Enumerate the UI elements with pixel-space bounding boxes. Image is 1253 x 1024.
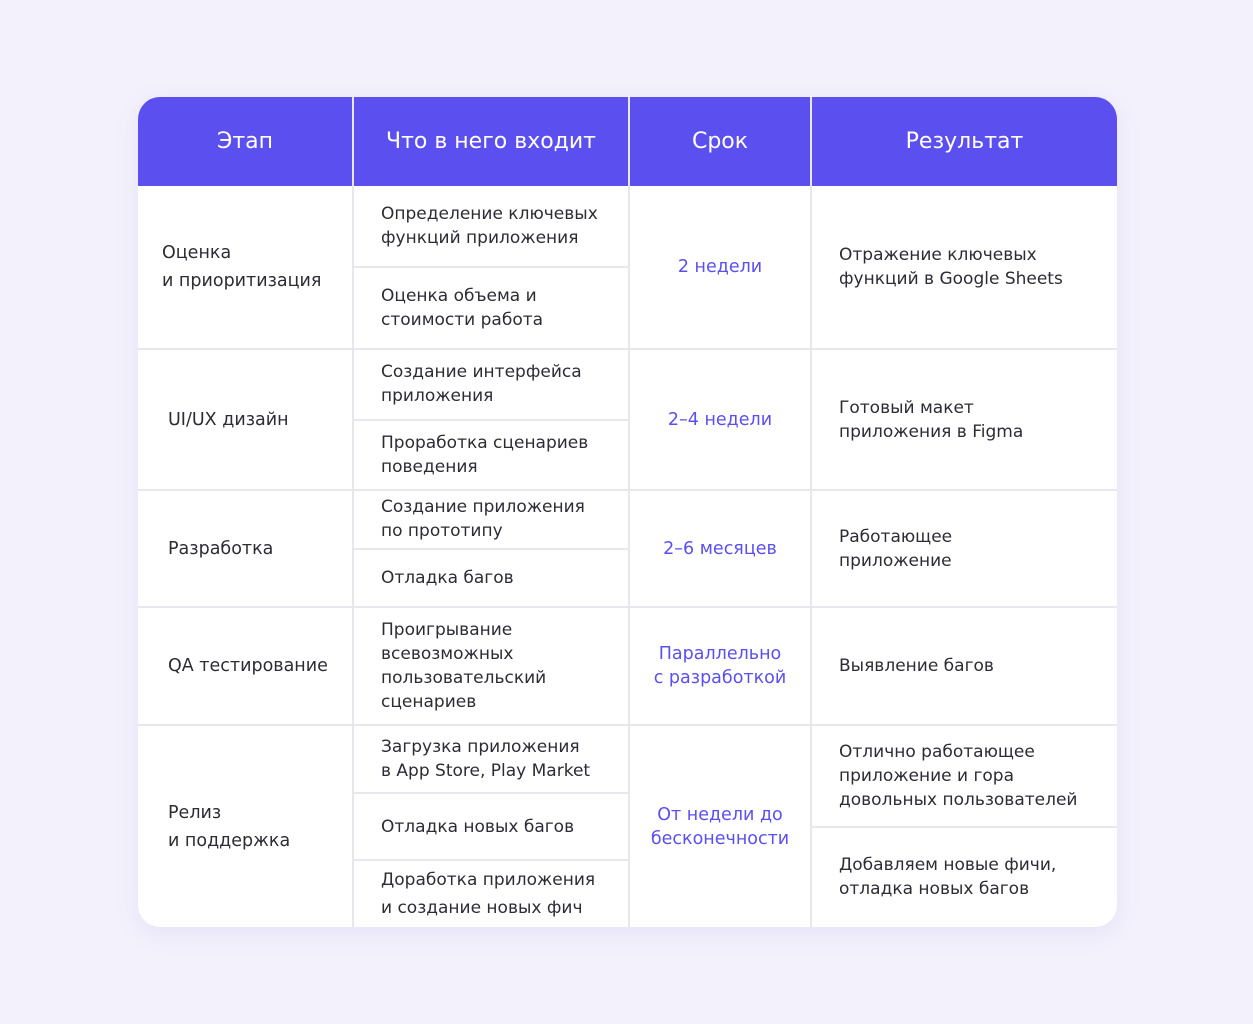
term-cell: От недели до бесконечности: [630, 726, 812, 927]
content-cell: [354, 491, 630, 608]
term-cell: 2–4 недели: [630, 350, 812, 491]
stage-cell: Релиз и поддержка: [138, 726, 354, 927]
content-item: Определение ключевых функций приложения: [354, 186, 628, 268]
content-cell: [354, 350, 630, 491]
result-item: Добавляем новые фичи, отладка новых багов: [839, 855, 1057, 900]
header-stage: Этап: [138, 97, 354, 186]
content-cell: [354, 186, 630, 350]
result-cell: [812, 726, 1117, 927]
content-item: Создание приложения по прототипу: [354, 491, 628, 550]
stages-table: [138, 97, 1117, 927]
header-content: Что в него входит: [354, 97, 630, 186]
result-item: Отражение ключевых функций в Google Sheets: [839, 245, 1063, 289]
content-item: Отладка новых багов: [354, 794, 628, 862]
stages-table-card: [138, 97, 1117, 927]
content-cell: [354, 608, 630, 726]
result-item: Выявление багов: [839, 656, 994, 676]
content-item: Отладка багов: [381, 567, 514, 588]
content-item: Проигрывание всевозможных пользовательский сценариев: [381, 620, 547, 712]
term-cell: 2 недели: [630, 186, 812, 350]
content-item: Оценка объема и стоимости работа: [381, 286, 544, 330]
header-term: Срок: [630, 97, 812, 186]
content-item: Создание интерфейса приложения: [354, 350, 628, 421]
result-item: Отлично работающее приложение и гора довольных пользователей: [812, 726, 1117, 828]
stage-cell: Разработка: [138, 491, 354, 608]
content-cell: [354, 726, 630, 927]
header-result: Результат: [812, 97, 1117, 186]
term-cell: 2–6 месяцев: [630, 491, 812, 608]
result-item: Работающее приложение: [839, 526, 953, 571]
term-cell: Параллельно с разработкой: [630, 608, 812, 726]
result-cell: [812, 350, 1117, 491]
stage-cell: QA тестирование: [138, 608, 354, 726]
result-cell: [812, 491, 1117, 608]
content-item: Проработка сценариев поведения: [381, 432, 589, 477]
result-cell: [812, 186, 1117, 350]
content-item: Загрузка приложения в App Store, Play Market: [354, 726, 628, 794]
result-item: Готовый макет приложения в Figma: [839, 397, 1024, 442]
content-item: Доработка приложения и создание новых фич: [381, 870, 596, 919]
stage-cell: Оценка и приоритизация: [138, 186, 354, 350]
result-cell: [812, 608, 1117, 726]
stage-cell: UI/UX дизайн: [138, 350, 354, 491]
